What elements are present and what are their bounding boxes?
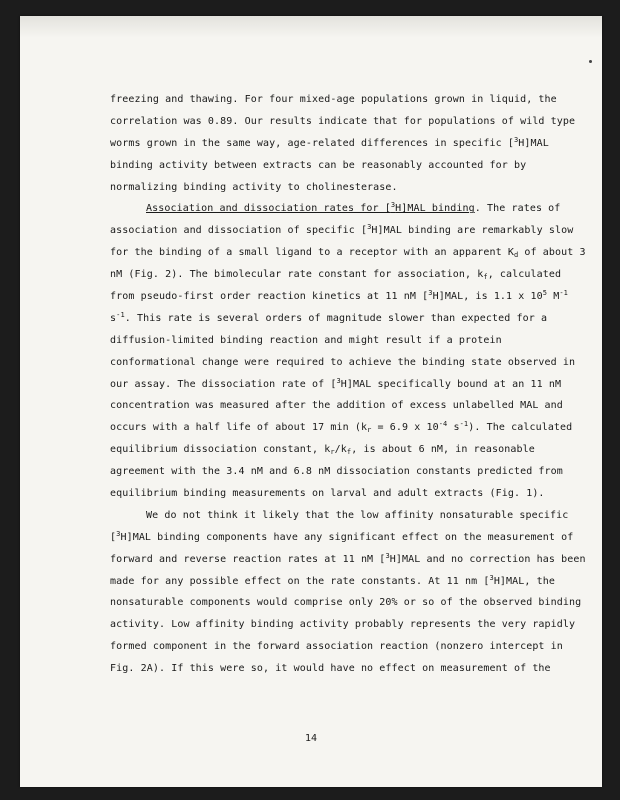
superscript: 3 xyxy=(116,529,121,538)
text-run: H]MAL xyxy=(518,137,549,149)
superscript: -1 xyxy=(459,420,469,429)
text-run: normalizing binding activity to cholinesterase. xyxy=(110,181,398,193)
text-line xyxy=(110,286,566,308)
text-line xyxy=(110,264,566,286)
text-run: . This rate is several orders of magnitude slower than expected for a xyxy=(124,312,548,324)
subscript: f xyxy=(346,448,352,457)
text-line xyxy=(110,614,576,636)
superscript: 3 xyxy=(390,201,396,210)
text-run: H]MAL, is 1.1 x 10 xyxy=(432,291,543,303)
superscript: 3 xyxy=(385,551,390,560)
section-heading xyxy=(146,203,475,214)
superscript: -1 xyxy=(116,310,125,319)
text-run: made for any possible effect on the rate constants. At 11 nm [ xyxy=(110,575,490,587)
text-run: occurs with a half life of about 17 min (k xyxy=(110,422,368,434)
text-run: s xyxy=(447,422,460,434)
text-line xyxy=(110,133,566,155)
text-run: H]MAL, the xyxy=(493,575,556,587)
text-line xyxy=(110,417,573,439)
text-run: our assay. The dissociation rate of [ xyxy=(110,378,337,390)
subscript: r xyxy=(330,448,335,457)
text-run: H]MAL binding xyxy=(395,203,475,215)
text-run: H]MAL binding components have any significant effect on the measurement of xyxy=(120,531,574,543)
text-line xyxy=(110,155,566,177)
text-line xyxy=(110,636,566,658)
text-line xyxy=(110,177,566,199)
text-line xyxy=(110,308,566,330)
text-run: concentration was measured after the addition of excess unlabelled MAL and xyxy=(110,400,563,412)
text-line xyxy=(110,571,566,593)
text-run: s xyxy=(110,312,117,324)
body-text xyxy=(110,89,586,680)
text-line xyxy=(110,395,566,417)
text-run: correlation was 0.89. Our results indicate that for populations of wild type xyxy=(110,115,576,127)
text-line xyxy=(110,330,566,352)
text-run: association and dissociation of specific [ xyxy=(110,225,368,237)
text-line xyxy=(110,549,586,571)
superscript: 5 xyxy=(542,289,548,298)
text-run: forward and reverse reaction rates at 11 nM [ xyxy=(110,553,386,565)
text-line xyxy=(110,242,586,264)
text-run: diffusion-limited binding reaction and might result if a protein xyxy=(110,334,502,346)
text-run: /k xyxy=(334,444,347,456)
superscript: 3 xyxy=(428,289,433,298)
text-run: H]MAL binding are remarkably slow xyxy=(371,225,574,237)
subscript: d xyxy=(513,251,519,260)
text-run: for the binding of a small ligand to a receptor with an apparent K xyxy=(110,247,514,259)
text-run: ). The calculated xyxy=(468,422,573,434)
text-run: H]MAL specifically bound at an 11 nM xyxy=(340,378,562,390)
subscript: r xyxy=(367,426,372,435)
text-line xyxy=(110,220,574,242)
text-run: = 6.9 x 10 xyxy=(371,422,439,434)
text-run: [ xyxy=(110,531,117,543)
text-run: freezing and thawing. For four mixed-age populations grown in liquid, the xyxy=(110,94,557,105)
text-run: agreement with the 3.4 nM and 6.8 nM dissociation constants predicted from xyxy=(110,466,563,478)
text-run: binding activity between extracts can be reasonably accounted for by xyxy=(110,159,527,171)
text-run: activity. Low affinity binding activity probably represents the very rapidly xyxy=(110,619,576,631)
text-run: . The rates of xyxy=(474,203,561,215)
text-run: We do not think it likely that the low affinity nonsaturable specific xyxy=(146,509,569,521)
text-run: Fig. 2A). If this were so, it would have no effect on measurement of the xyxy=(110,663,551,675)
text-run: Association and dissociation rates for [ xyxy=(146,203,391,215)
text-run: , is about 6 nM, in reasonable xyxy=(351,444,535,456)
text-line xyxy=(110,461,566,483)
superscript: -4 xyxy=(438,420,448,429)
text-line xyxy=(110,111,576,133)
text-run: M xyxy=(547,291,560,303)
superscript: 3 xyxy=(513,135,519,144)
text-run: worms grown in the same way, age-related differences in specific [ xyxy=(110,137,514,149)
document-page xyxy=(20,16,602,787)
text-line xyxy=(110,658,566,680)
page-speck xyxy=(589,60,592,63)
text-run: equilibrium binding measurements on larval and adult extracts (Fig. 1). xyxy=(110,488,545,500)
superscript: -1 xyxy=(559,289,568,298)
text-line xyxy=(110,198,566,220)
text-line xyxy=(110,505,569,527)
text-line xyxy=(110,439,566,461)
text-run: of about 3 xyxy=(518,247,586,259)
text-run: , calculated xyxy=(487,269,562,281)
page-number: 14 xyxy=(304,733,318,744)
text-run: from pseudo-first order reaction kinetics at 11 nM [ xyxy=(110,291,429,303)
page-top-shadow xyxy=(20,16,602,38)
text-line xyxy=(110,89,566,111)
text-run: formed component in the forward association reaction (nonzero intercept in xyxy=(110,641,563,653)
text-run: H]MAL and no correction has been xyxy=(389,553,586,565)
superscript: 3 xyxy=(367,223,372,232)
superscript: 3 xyxy=(489,573,494,582)
text-run: conformational change were required to achieve the binding state observed in xyxy=(110,356,576,368)
superscript: 3 xyxy=(336,376,341,385)
subscript: f xyxy=(483,273,488,282)
text-line xyxy=(110,352,576,374)
text-run: nM (Fig. 2). The bimolecular rate constant for association, k xyxy=(110,269,484,281)
text-run: equilibrium dissociation constant, k xyxy=(110,444,331,456)
text-line xyxy=(110,374,566,396)
text-line xyxy=(110,483,566,505)
text-run: nonsaturable components would comprise only 20% or so of the observed binding xyxy=(110,597,582,609)
text-line xyxy=(110,527,574,549)
text-line xyxy=(110,592,582,614)
